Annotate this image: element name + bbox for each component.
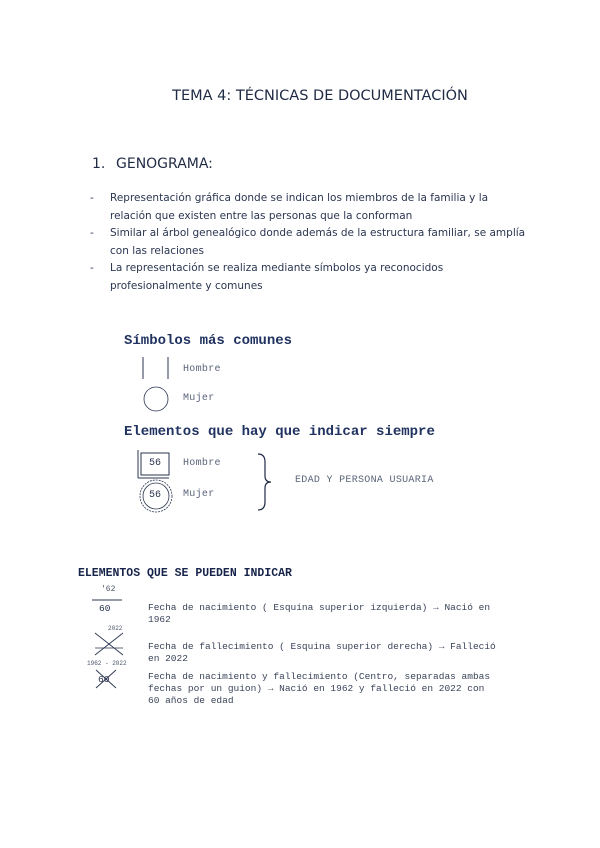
section-label: GENOGRAMA: [116, 156, 213, 172]
bullet-item [90, 225, 530, 260]
label-hombre: Hombre [183, 364, 221, 375]
deceased-cross-icon [92, 630, 126, 658]
bullet-marker: - [90, 192, 94, 204]
lifespan-age: 60 [98, 674, 110, 685]
optional-heading: ELEMENTOS QUE SE PUEDEN INDICAR [78, 567, 292, 580]
female-circle-icon [144, 387, 168, 411]
bullet-marker: - [90, 262, 94, 274]
label-mujer: Mujer [183, 393, 215, 404]
brace-label: EDAD Y PERSONA USUARIA [295, 475, 434, 486]
male-square-icon [143, 357, 168, 379]
age-in-square: 56 [149, 458, 162, 469]
birth-description: Fecha de nacimiento ( Esquina superior izquierda) → Nació en 1962 [148, 602, 491, 625]
bullet-text: Representación gráfica donde se indican los miembros de la familia y la relación que existen entre las personas que la conforman [110, 192, 489, 222]
section-number: 1. [92, 156, 106, 172]
bullet-item [90, 190, 530, 225]
page-title: TEMA 4: TÉCNICAS DE DOCUMENTACIÓN [172, 88, 468, 104]
symbol-glyphs [138, 355, 174, 415]
label-hombre-required: Hombre [183, 458, 221, 469]
required-heading: Elementos que hay que indicar siempre [124, 424, 435, 440]
section-heading [92, 156, 213, 172]
death-year-small: 2022 [108, 625, 123, 632]
age-in-circle: 56 [149, 490, 162, 501]
label-mujer-required: Mujer [183, 489, 215, 500]
curly-brace-icon [254, 452, 274, 512]
symbols-heading: Símbolos más comunes [124, 333, 293, 349]
birth-year-small: '62 [101, 585, 116, 594]
bullet-text: La representación se realiza mediante símbolos ya reconocidos profesionalmente y comunes [110, 262, 444, 292]
birth-line-icon [90, 592, 124, 602]
bullet-marker: - [90, 227, 94, 239]
bullet-item [90, 260, 530, 295]
birth-age: 60 [99, 603, 111, 614]
death-description: Fecha de fallecimiento ( Esquina superior derecha) → Falleció en 2022 [148, 641, 496, 664]
lifespan-years-small: 1962 - 2022 [87, 660, 127, 667]
lifespan-description: Fecha de nacimiento y fallecimiento (Centro, separadas ambas fechas por un guion) → Nació en 1962 y falleció en 2022 con 60 años de edad [148, 671, 491, 706]
bullet-text: Similar al árbol genealógico donde además de la estructura familiar, se amplía con las relaciones [110, 227, 526, 257]
bullet-list [90, 190, 530, 295]
